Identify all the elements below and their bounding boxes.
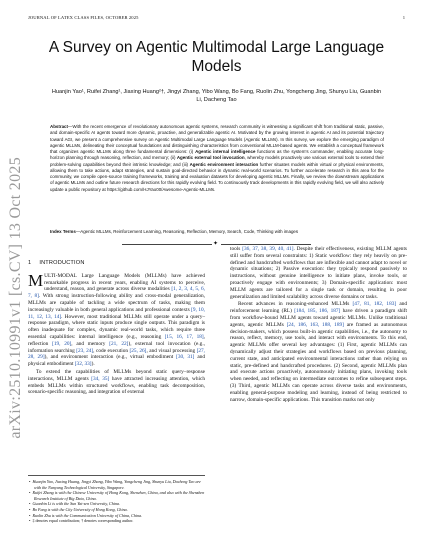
citation-link[interactable]: [24, 186, 163, 188, 189] (286, 321, 344, 328)
intro-paragraph-2 (28, 369, 205, 396)
citation-link[interactable]: [19, 20] (52, 340, 72, 347)
citation-link[interactable]: [32, 33] (74, 361, 92, 368)
text-span: , reflection (28, 333, 205, 347)
citation-link[interactable]: [15, 16, 17, 18] (164, 333, 204, 340)
abstract (50, 124, 384, 193)
index-terms-label: Index Terms (50, 229, 76, 234)
citation-link[interactable]: [25, 26] (129, 347, 147, 354)
arxiv-stamp[interactable] (6, 112, 26, 484)
text-span: are framed as autonomous decision-makers, which possess built-in agentic capabilities, i.e., the autonomy to reason, reflect, memory, use tools, and interact with environments. To this end, agentic MLLMs offer several key advantages: (1) First, agentic MLLMs can dynamically adjust their strategies and workflows based on previous planning, current state, and anticipated environmental interactions rather than relying on static, pre-defined and handcrafted procedures. (2) Second, agentic MLLMs plan and execute actions proactively, autonomously initiating plans, invoking tools when needed, and reflecting on intermediate outcomes to refine subsequent steps. (3) Third, agentic MLLMs can operate across diverse tasks and environments, enabling general-purpose modeling and learning, instead of being restricted to narrow, domain-specific applications. This transition marks not only (230, 321, 408, 403)
bullet-icon: • (29, 506, 31, 512)
citation-link[interactable]: [1, 2, 3, 4, 5, 6, 7, 8] (28, 286, 205, 300)
abstract-bold-3: Agentic environment interaction (189, 161, 259, 167)
text-span: and physical embodiment (28, 354, 206, 368)
text-span: tools (230, 246, 243, 252)
footnotes (28, 475, 205, 524)
abstract-text-d: further situates models within virtual or physical environments, allowing them to take actions, adapt strategies, and sustain goal-directed behavior in dynamic real-world scenarios. To further accelerate research in this area for the community, we compile open-source training frameworks, training and evaluation datasets for developing agentic MLLMs. Finally, we review the downstream applications of agentic MLLMs and outline future research directions for this rapidly evolving field. To continuously track developments in this rapidly evolving field, we will also actively update a public repository at https://github.com/HJYao00/Awesome-Agentic-MLLMs. (50, 161, 384, 192)
abstract-label: Abstract (50, 124, 69, 129)
text-span: To extend the capabilities of MLLMs beyond static query–response interactions, MLLM agents (28, 368, 205, 382)
bullet-icon: • (29, 518, 31, 524)
abstract-text-b: functions as the system's commander, enabling accurate long-horizon planning through reasoning, reflection, and memory; (ii) (50, 149, 384, 161)
footnote-item (28, 518, 205, 524)
left-column (28, 260, 205, 397)
bullet-icon: • (29, 501, 31, 507)
abstract-text-a: —With the recent emergence of revolutionary autonomous agentic systems, research community is witnessing a significant shift from traditional static, passive, and domain-specific AI agents toward more dynamic, proactive, and generalizable agentic AI. Motivated by the growing interest in agentic AI and its potential trajectory toward AGI, we present a comprehensive survey on Agentic Multimodal Large Language Models (Agentic MLLMs). In this survey, we explore the emerging paradigm of agentic MLLMs, delineating their conceptual foundations and distinguishing characteristics from conventional MLLM-based agents. We establish a conceptual framework that organizes agentic MLLMs along three fundamental dimensions: (i) (50, 124, 384, 154)
footnote-item (28, 479, 205, 490)
text-span: , code execution (93, 347, 130, 354)
section-divider-right (221, 244, 311, 245)
text-span: , and visual processing (146, 347, 197, 354)
text-span: ), external tool invocation (e.g., information searching (28, 340, 205, 354)
text-span: and reinforcement learning (RL) (230, 301, 407, 315)
section-divider-left (122, 244, 212, 245)
arxiv-identifier: arXiv:2510.10991v1 [cs.CV] 13 Oct 2025 (7, 157, 24, 439)
text-span: have driven a paradigm shift from workflow-bound MLLM agents toward agentic MLLMs. Unlike traditional agents, agentic MLLMs (230, 308, 407, 328)
citation-link[interactable]: [47, 81, 182, 183] (352, 301, 397, 308)
text-span: ), and environment interaction (e.g., virtual embodiment (44, 354, 177, 361)
abstract-text-c: , whereby models proactively use various external tools to extend their problem-solving capabilities beyond their intrinsic knowledge; and (iii) (50, 155, 384, 167)
citation-link[interactable]: [9, 10, 11, 12, 13, 14] (28, 306, 206, 320)
drop-cap: M (28, 270, 44, 290)
intro-paragraph-2-continued (230, 246, 407, 300)
text-span: . However, most traditional MLLMs still operate under a query–response paradigm, where static inputs produce single outputs. This paradigm is often inadequate for complex, dynamic real-world tasks, which require three essential capabilities: internal intelligence (e.g., reasoning (28, 313, 205, 340)
footnote-text: Ruifei Zhang is with the Chinese University of Hong Kong, Shenzhen, China, and also with the Shenzhen Research Institute of Big Data, China. (32, 490, 205, 501)
text-span: . Despite their effectiveness, existing MLLM agents still suffer from several constraints: 1) Static workflow: they rely heavily on pre-defined and handcrafted workflows that are inflexible and cannot adapt to novel or dynamic situations; 2) Passive execution: they typically respond passively to instructions, without genuine intelligence to initiate plans, invoke tools, or proactively engage with environments; 3) Domain-specific application: most MLLM agents are tailored for a single task or domain, resulting in poor generalization and limited scalability across diverse domains or tasks. (230, 246, 407, 300)
bullet-icon: • (29, 512, 31, 518)
running-head: JOURNAL OF LATEX CLASS FILES, OCTOBER 2025 (28, 15, 139, 20)
footnote-text: Ruolin Zhu is with the Communication University of China, China. (32, 512, 143, 518)
citation-link[interactable]: [184, 185, 186, 187] (294, 308, 341, 315)
footnote-item (28, 490, 205, 501)
section-number: 1 (28, 260, 32, 266)
text-span: ULTI-MODAL Large Language Models (MLLMs) have achieved remarkable progress in recent years, enabling AI systems to perceive, understand, reason, and generate across diverse modalities (44, 272, 205, 293)
citation-link[interactable]: [21, 22] (109, 340, 129, 347)
paper-title: A Survey on Agentic Multimodal Large Language Models (48, 39, 385, 75)
section-title: INTRODUCTION (39, 260, 85, 266)
intro-paragraph-1 (28, 270, 206, 368)
bullet-icon: • (29, 490, 31, 496)
footnote-text: ‡ denotes equal contribution; † denotes corresponding author. (32, 518, 134, 524)
index-terms (50, 229, 384, 235)
footnote-text: Guanbin Li is with the Sun Yat-sen University, China. (32, 501, 121, 507)
divider-diamond-icon: ✦ (213, 241, 219, 247)
abstract-bold-1: Agentic internal intelligence (195, 149, 256, 154)
text-span: ). (91, 361, 95, 368)
bullet-icon: • (29, 479, 31, 484)
section-heading (28, 260, 205, 267)
footnote-text: Huanjin Yao, Jiaxing Huang, Jingyi Zhang, Yibo Wang, Yongcheng Jing, Shunyu Liu, Dacheng Tao are with the Nanyang Technological University, Singapore. (32, 479, 201, 490)
text-span: Recent advances in reasoning-enhanced MLLMs (238, 301, 353, 308)
index-terms-text: —Agentic MLLMs, Reinforcement Learning, Reasoning, Reflection, Memory, Search, Code, Thinking with images (75, 229, 299, 234)
text-span: , and memory (71, 340, 110, 347)
author-list: Huanjin Yao¹, Ruifei Zhang¹, Jiaxing Huang²†, Jingyi Zhang, Yibo Wang, Bo Fang, Ruolin Zhu, Yongcheng Jing, Shunyu Liu, Guanbin Li, Dacheng Tao (51, 89, 382, 103)
right-column (230, 246, 407, 404)
intro-paragraph-3 (230, 301, 407, 403)
citation-link[interactable]: [30, 31] (176, 354, 195, 361)
citation-link[interactable]: [34, 35] (91, 375, 110, 382)
citation-link[interactable]: [23, 24] (76, 347, 94, 354)
citation-link[interactable]: [27, 28, 29] (28, 347, 205, 361)
abstract-bold-2: Agentic external tool invocation (176, 155, 245, 161)
citation-link[interactable]: [36, 37, 38, 39, 40, 41] (242, 246, 294, 252)
footnote-text: Bo Fang is with the City University of Hong Kong, China. (32, 506, 128, 512)
text-span: . With strong instruction-following ability and cross-modal generalization, MLLMs are capable of tackling a wide spectrum of tasks, making them increasingly valuable in both general applications and professional contexts (28, 293, 205, 313)
text-span: have attracted increasing attention, which embeds MLLMs within structured workflows, enabling task decomposition, scenario-specific reasoning, and integration of external (28, 375, 205, 396)
page-number: 1 (402, 15, 405, 20)
